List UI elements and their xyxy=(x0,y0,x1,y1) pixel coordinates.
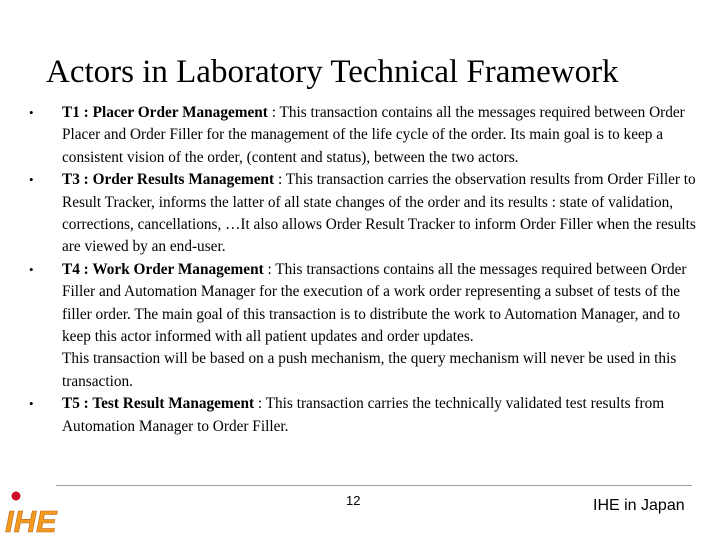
bullet-item xyxy=(26,169,706,259)
bullet-dot: • xyxy=(29,172,34,188)
slide-title: Actors in Laboratory Technical Framework xyxy=(46,54,619,90)
bullet-dot: • xyxy=(29,396,34,412)
bullet-term: T5 : Test Result Management xyxy=(62,395,255,413)
bullet-term: T1 : Placer Order Management xyxy=(62,104,268,121)
bullet-item xyxy=(26,259,706,393)
bullet-text: : This transactions contains all the messages required between Order Filler and Automation Manager for the execution of a work order representing a subset of tests of the filler order. The main goal of this transaction is to distribute the work to Automation Manager, and to keep this actor informed with all patient updates and order updates. xyxy=(62,260,687,346)
bullet-item xyxy=(26,102,706,169)
footer-divider xyxy=(56,485,692,486)
footer-org: IHE in Japan xyxy=(593,497,685,514)
logo-dot xyxy=(12,492,21,501)
bullet-list xyxy=(26,102,706,438)
logo-lettering: IHE xyxy=(5,504,57,538)
bullet-extra-text: This transaction will be based on a push mechanism, the query mechanism will never be used in this transaction. xyxy=(62,350,677,390)
bullet-dot: • xyxy=(29,261,34,277)
bullet-text: : This transaction contains all the messages required between Order Placer and Order Filler for the management of the life cycle of the order. Its main goal is to keep a consistent vision of the order, (content and status), between the two actors. xyxy=(62,104,685,166)
page-number: 12 xyxy=(346,493,361,508)
ihe-logo xyxy=(3,484,67,538)
bullet-term: T3 : Order Results Management xyxy=(62,171,275,189)
bullet-text: : This transaction carries the technically validated test results from Automation Manager to Order Filler. xyxy=(62,395,665,435)
bullet-item xyxy=(26,393,706,438)
bullet-dot: • xyxy=(29,105,34,120)
bullet-term: T4 : Work Order Management xyxy=(62,260,264,278)
bullet-text: : This transaction carries the observation results from Order Filler to Result Tracker, informs the latter of all state changes of the order and its results : state of validation, corrections, cancellations, …It also allows Order Result Tracker to inform Order Filler when the results are viewed by an end-user. xyxy=(62,171,696,256)
